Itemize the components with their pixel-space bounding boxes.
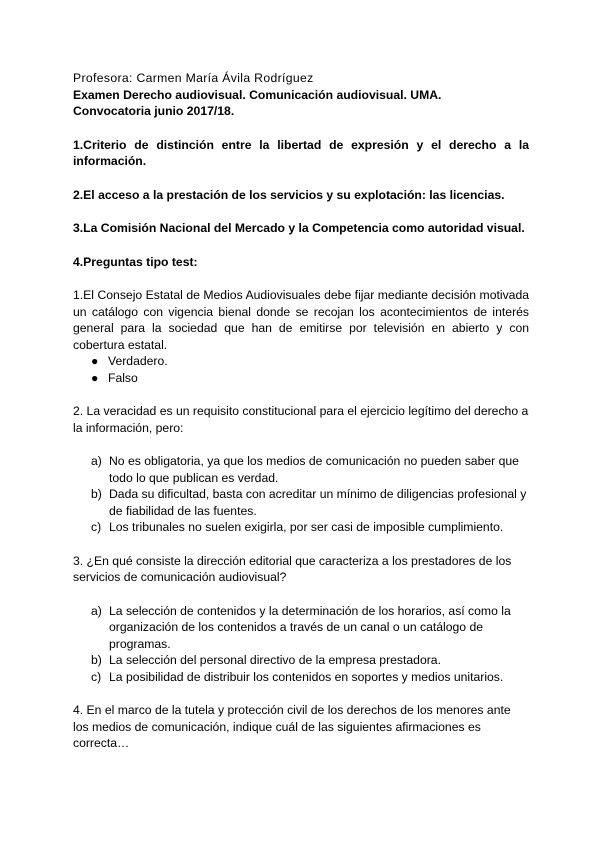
exam-session: Convocatoria junio 2017/18. [73,104,235,118]
option-marker: c) [91,520,102,534]
option-marker: c) [91,669,102,684]
author-line: Profesora: Carmen María Ávila Rodríguez [73,71,314,85]
question-2-text: 2. La veracidad es un requisito constitucional para el ejercicio legítimo del derecho a la información, pero: [73,404,529,435]
exam-title: Examen Derecho audiovisual. Comunicación audiovisual. UMA. [73,87,442,102]
list-item [73,603,529,653]
document-page [73,70,529,752]
option-text: Falso [108,370,138,385]
option-marker: b) [91,653,102,667]
list-item [73,353,529,370]
bullet-icon: ● [91,354,99,368]
option-text: No es obligatoria, ya que los medios de comunicación no pueden saber que todo lo que publican es verdad. [109,454,519,485]
topic-4: 4.Preguntas tipo test: [73,254,198,269]
list-item [73,519,529,536]
option-text: La selección de contenidos y la determinación de los horarios, así como la organización de los contenidos a través de un canal o un catálogo de programas. [109,603,511,651]
option-marker: a) [91,454,102,468]
topic-1: 1.Criterio de distinción entre la libertad de expresión y el derecho a la información. [73,137,529,168]
bullet-icon: ● [91,370,99,385]
option-marker: b) [91,487,102,501]
topic-3: 3.La Comisión Nacional del Mercado y la Competencia como autoridad visual. [73,221,525,235]
question-3-options [73,603,529,686]
topic-2: 2.El acceso a la prestación de los servicios y su explotación: las licencias. [73,187,505,202]
option-text: La selección del personal directivo de la empresa prestadora. [109,653,441,667]
question-1-text: 1.El Consejo Estatal de Medios Audiovisuales debe fijar mediante decisión motivada un catálogo con vigencia bienal donde se recojan los acontecimientos de interés general para la sociedad que han de emitirse por televisión en abierto y con cobertura estatal. [73,288,529,352]
option-text: La posibilidad de distribuir los contenidos en soportes y medios unitarios. [109,669,504,684]
list-item [73,370,529,387]
option-text: Los tribunales no suelen exigirla, por ser casi de imposible cumplimiento. [109,520,504,534]
option-text: Dada su dificultad, basta con acreditar un mínimo de diligencias profesional y de fiabilidad de las fuentes. [109,487,527,518]
question-2-options [73,453,529,536]
question-1-options [73,353,529,386]
list-item [73,486,529,519]
option-text: Verdadero. [108,354,168,368]
question-4-text: 4. En el marco de la tutela y protección civil de los derechos de los menores ante los medios de comunicación, indique cuál de las siguientes afirmaciones es correcta… [73,703,511,750]
question-3-text: 3. ¿En qué consiste la dirección editorial que caracteriza a los prestadores de los servicios de comunicación audiovisual? [73,553,512,584]
list-item [73,453,529,486]
list-item [73,652,529,669]
list-item [73,669,529,686]
option-marker: a) [91,603,102,618]
